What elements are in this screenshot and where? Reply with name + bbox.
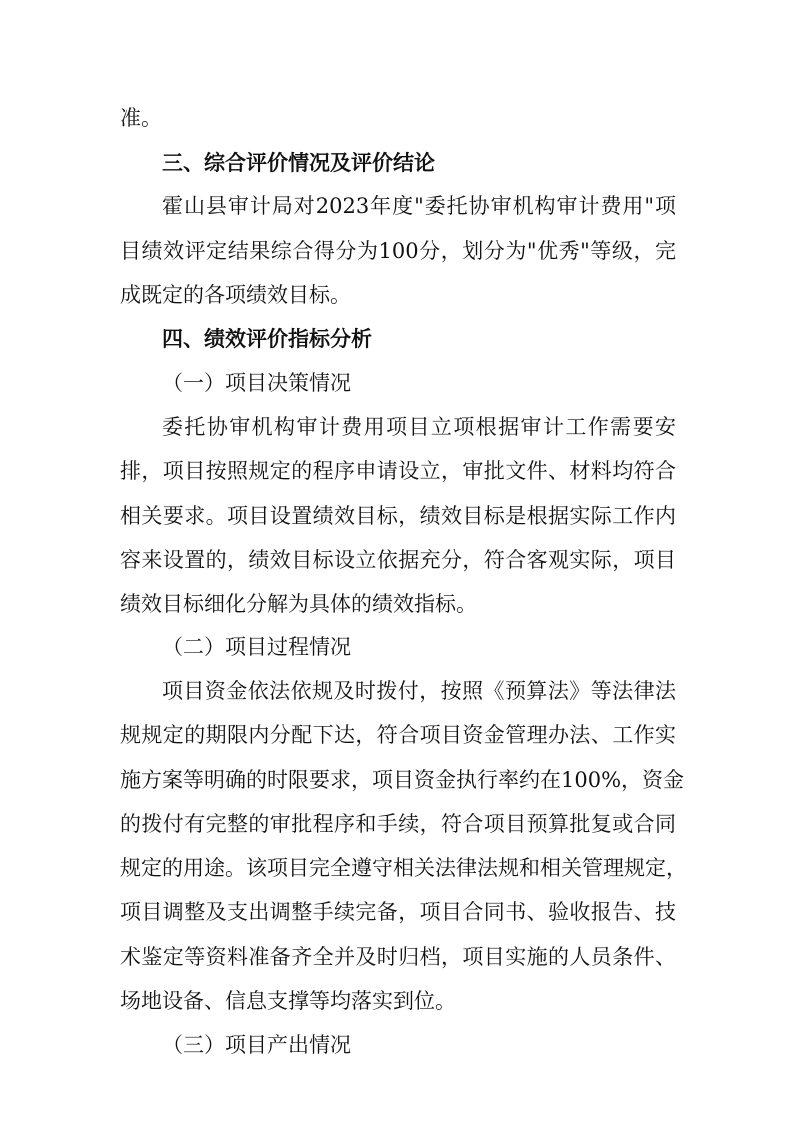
paragraph-line: 成既定的各项绩效目标。 (120, 283, 351, 307)
paragraph-line: 委托协审机构审计费用项目立项根据审计工作需要安 (162, 415, 676, 439)
paragraph-line: 霍山县审计局对2023年度"委托协审机构审计费用"项 (162, 194, 676, 218)
paragraph-line: 场地设备、信息支撑等均落实到位。 (120, 989, 456, 1013)
subsection-heading-1: （一）项目决策情况 (162, 371, 351, 395)
paragraph-line: 目绩效评定结果综合得分为100分，划分为"优秀"等级，完 (120, 239, 676, 263)
paragraph-line: 规定的用途。该项目完全遵守相关法律法规和相关管理规定， (120, 856, 687, 880)
paragraph-tail: 准。 (120, 106, 162, 130)
paragraph-line: 施方案等明确的时限要求，项目资金执行率约在100%，资金 (120, 768, 685, 792)
paragraph-line: 容来设置的，绩效目标设立依据充分，符合客观实际，项目 (120, 548, 676, 572)
section-heading-4: 四、绩效评价指标分析 (162, 327, 372, 351)
paragraph-line: 规规定的期限内分配下达，符合项目资金管理办法、工作实 (120, 723, 676, 747)
paragraph-line: 术鉴定等资料准备齐全并及时归档，项目实施的人员条件、 (120, 945, 676, 969)
paragraph-line: 项目调整及支出调整手续完备，项目合同书、验收报告、技 (120, 900, 676, 924)
paragraph-line: 项目资金依法依规及时拨付，按照《预算法》等法律法 (162, 679, 676, 703)
subsection-heading-2: （二）项目过程情况 (162, 635, 351, 659)
paragraph-line: 绩效目标细化分解为具体的绩效指标。 (120, 592, 477, 616)
paragraph-line: 排，项目按照规定的程序申请设立，审批文件、材料均符合 (120, 459, 676, 483)
paragraph-line: 相关要求。项目设置绩效目标，绩效目标是根据实际工作内 (120, 504, 676, 528)
section-heading-3: 三、综合评价情况及评价结论 (162, 151, 435, 175)
paragraph-line: 的拨付有完整的审批程序和手续，符合项目预算批复或合同 (120, 812, 676, 836)
subsection-heading-3: （三）项目产出情况 (162, 1033, 351, 1057)
